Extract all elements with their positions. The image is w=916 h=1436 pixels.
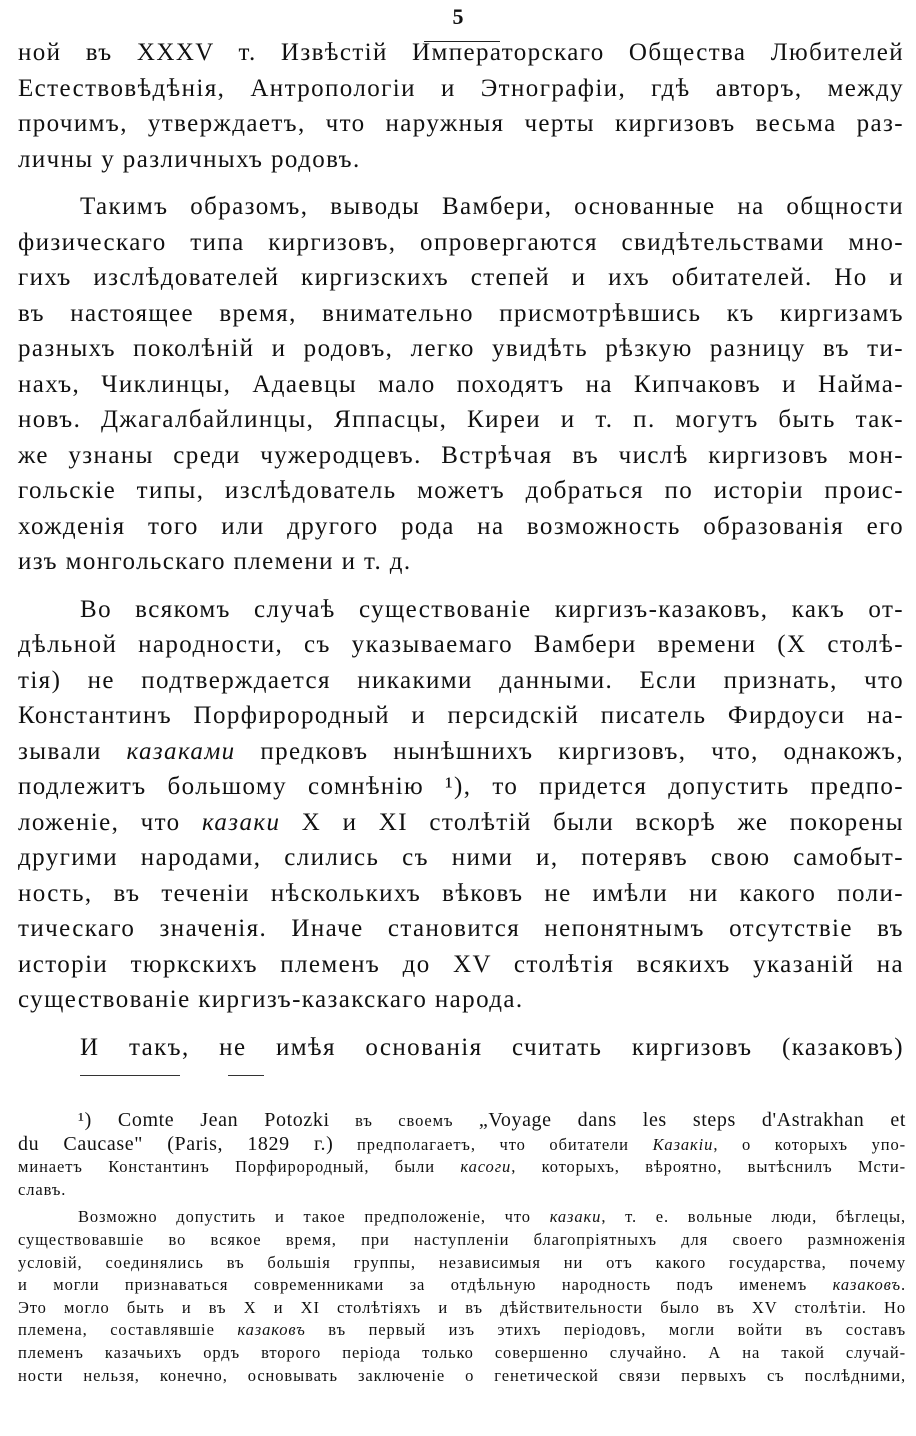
text-line — [18, 296, 904, 332]
text-line — [18, 698, 904, 734]
text-line — [18, 106, 904, 142]
text-line — [18, 663, 904, 699]
footnote — [18, 1206, 906, 1387]
italic-term: казаки — [201, 808, 281, 836]
text-line — [18, 627, 904, 663]
text-segment: прочимъ, утверждаетъ, что наружныя черты киргизовъ весьма раз- — [18, 110, 904, 137]
text-line — [18, 225, 904, 261]
text-line — [18, 1206, 906, 1229]
text-line — [18, 805, 904, 841]
text-segment: въ своемъ — [329, 1111, 479, 1130]
text-segment: , т. е. вольные люди, бѣглецы, — [601, 1207, 906, 1227]
text-segment: Такимъ образомъ, выводы Вамбери, основанные на общности — [80, 193, 904, 220]
text-segment: тія) не подтверждается никакими данными. Если признать, что — [18, 666, 904, 694]
text-line — [18, 592, 904, 628]
paragraph — [18, 1030, 904, 1066]
text-segment: новъ. Джагалбайлинцы, Яппасцы, Киреи и т. п. могутъ быть так- — [18, 406, 904, 433]
text-segment: нахъ, Чиклинцы, Адаевцы мало походятъ на Кипчаковъ и Найма- — [18, 370, 904, 398]
italic-term: казаковъ — [832, 1275, 901, 1295]
footnote-separator-short — [228, 1075, 264, 1076]
text-segment: , которыхъ, вѣроятно, вытѣснилъ Мсти- — [511, 1157, 906, 1177]
text-segment: дѣльной народности, съ указываемаго Вамбери времени (X столѣ- — [18, 631, 904, 658]
text-line — [18, 71, 904, 107]
text-segment: въ первый изъ этихъ періодовъ, могли войти въ составъ — [305, 1320, 907, 1340]
text-segment: , о которыхъ упо- — [713, 1134, 906, 1154]
text-line — [18, 1109, 906, 1133]
text-line — [18, 438, 904, 474]
text-line — [18, 1156, 906, 1179]
text-line — [18, 1179, 906, 1202]
text-segment: изъ монгольскаго племени и т. д. — [18, 548, 412, 575]
text-segment: хожденія того или другого рода на возможность образованія его — [18, 512, 904, 540]
text-line — [18, 1229, 906, 1252]
citation-text: ¹) Comte Jean Potozki — [78, 1109, 330, 1131]
page-number: 5 — [452, 4, 464, 29]
text-segment: подлежитъ большому сомнѣнію ¹), то придется допустить предпо- — [18, 773, 904, 800]
text-segment: Это могло быть и въ X и XI столѣтіяхъ и въ дѣйствительности было въ XV столѣтіи. Но — [18, 1297, 906, 1317]
paragraph — [18, 35, 904, 177]
text-line — [18, 1030, 904, 1066]
text-segment: предковъ нынѣшнихъ киргизовъ, что, однакожъ, — [235, 737, 904, 765]
italic-term: казаки — [549, 1207, 602, 1227]
text-line — [18, 1274, 906, 1297]
text-line — [18, 1133, 906, 1157]
citation-text: „Voyage dans les steps d'Astrakhan et — [478, 1109, 907, 1131]
text-segment: Естествовѣдѣнія, Антропологіи и Этнографіи, гдѣ авторъ, между — [18, 74, 904, 102]
text-segment: племенъ казачьихъ ордъ второго періода только совершенно случайно. А на такой случай- — [18, 1342, 906, 1362]
text-line — [18, 189, 904, 225]
text-line — [18, 367, 904, 403]
italic-term: Казакіи — [652, 1134, 714, 1154]
text-segment: и могли признаваться современниками за отдѣльную народность подъ именемъ — [18, 1275, 833, 1295]
text-line — [18, 1252, 906, 1275]
text-line — [18, 509, 904, 545]
text-line — [18, 142, 904, 178]
text-line — [18, 260, 904, 296]
text-line — [18, 1365, 906, 1388]
text-segment: разныхъ поколѣній и родовъ, легко увидѣть рѣзкую разницу въ ти- — [18, 335, 904, 362]
paragraph — [18, 189, 904, 580]
text-segment: существованіе киргизъ-казакскаго народа. — [18, 986, 524, 1013]
text-segment: славъ. — [18, 1179, 67, 1199]
italic-term: казаками — [126, 737, 236, 765]
text-segment: существовавшіе во всякое время, при наступленіи благопріятныхъ для своего размноженія — [18, 1229, 906, 1249]
text-line — [18, 982, 904, 1018]
text-line — [18, 544, 904, 580]
text-segment: Возможно допустить и такое предположеніе, что — [78, 1207, 550, 1227]
text-segment: гихъ изслѣдователей киргизскихъ степей и ихъ обитателей. Но и — [18, 264, 904, 291]
text-segment: въ настоящее время, внимательно присмотрѣвшись къ киргизамъ — [18, 299, 904, 327]
italic-term: казаковъ — [237, 1320, 306, 1340]
text-line — [18, 1297, 906, 1320]
text-segment: И такъ, не имѣя основанія считать киргизовъ (казаковъ) — [80, 1033, 904, 1061]
text-segment: ложеніе, что — [18, 808, 202, 836]
text-line — [18, 35, 904, 71]
text-segment: физическаго типа киргизовъ, опровергаются свидѣтельствами мно- — [18, 228, 904, 256]
text-line — [18, 876, 904, 912]
text-segment: же узнаны среди чужеродцевъ. Встрѣчая въ числѣ киргизовъ мон- — [18, 441, 904, 469]
text-segment: предполагаетъ, что обитатели — [333, 1134, 653, 1154]
footnote-separator — [80, 1075, 180, 1076]
text-line — [18, 947, 904, 983]
text-line — [18, 402, 904, 438]
text-line — [18, 473, 904, 509]
italic-term: касоги — [460, 1157, 512, 1177]
text-segment: . — [900, 1275, 906, 1295]
text-segment: условій, соединялись въ большія группы, независимыя ни отъ какого государства, почему — [18, 1252, 906, 1272]
text-line — [18, 769, 904, 805]
text-segment: ной въ XXXV т. Извѣстій Императорскаго Общества Любителей — [18, 39, 904, 66]
text-line — [18, 840, 904, 876]
footnotes — [18, 1104, 906, 1387]
text-segment: минаетъ Константинъ Порфирородный, были — [18, 1157, 461, 1177]
text-segment: X и XI столѣтій были вскорѣ же покорены — [280, 808, 904, 836]
text-segment: ность, въ теченіи нѣсколькихъ вѣковъ не имѣли ни какого поли- — [18, 879, 904, 907]
text-segment: тическаго значенія. Иначе становится непонятнымъ отсутствіе въ — [18, 915, 904, 942]
text-line — [18, 911, 904, 947]
text-segment: исторіи тюркскихъ племенъ до XV столѣтія всякихъ указаній на — [18, 950, 904, 978]
text-line — [18, 331, 904, 367]
text-segment: ности нельзя, конечно, основывать заключеніе о генетической связи первыхъ съ послѣдними, — [18, 1365, 906, 1385]
text-segment: племена, составлявшіе — [18, 1320, 238, 1340]
text-segment: зывали — [18, 737, 127, 765]
text-line — [18, 1319, 906, 1342]
text-line — [18, 734, 904, 770]
text-segment: личны у различныхъ родовъ. — [18, 145, 361, 173]
text-line — [18, 1342, 906, 1365]
text-segment: другими народами, слились съ ними и, потерявъ свою самобыт- — [18, 844, 904, 871]
citation-text: du Caucase" (Paris, 1829 г.) — [18, 1132, 334, 1155]
text-segment: Константинъ Порфирородный и персидскій писатель Фирдоуси на- — [18, 702, 904, 729]
text-segment: Во всякомъ случаѣ существованіе киргизъ-казаковъ, какъ от- — [80, 595, 904, 623]
paragraph — [18, 592, 904, 1018]
footnote — [18, 1109, 906, 1201]
text-segment: гольскіе типы, изслѣдователь можетъ добраться по исторіи проис- — [18, 477, 904, 504]
main-text — [18, 35, 904, 1065]
